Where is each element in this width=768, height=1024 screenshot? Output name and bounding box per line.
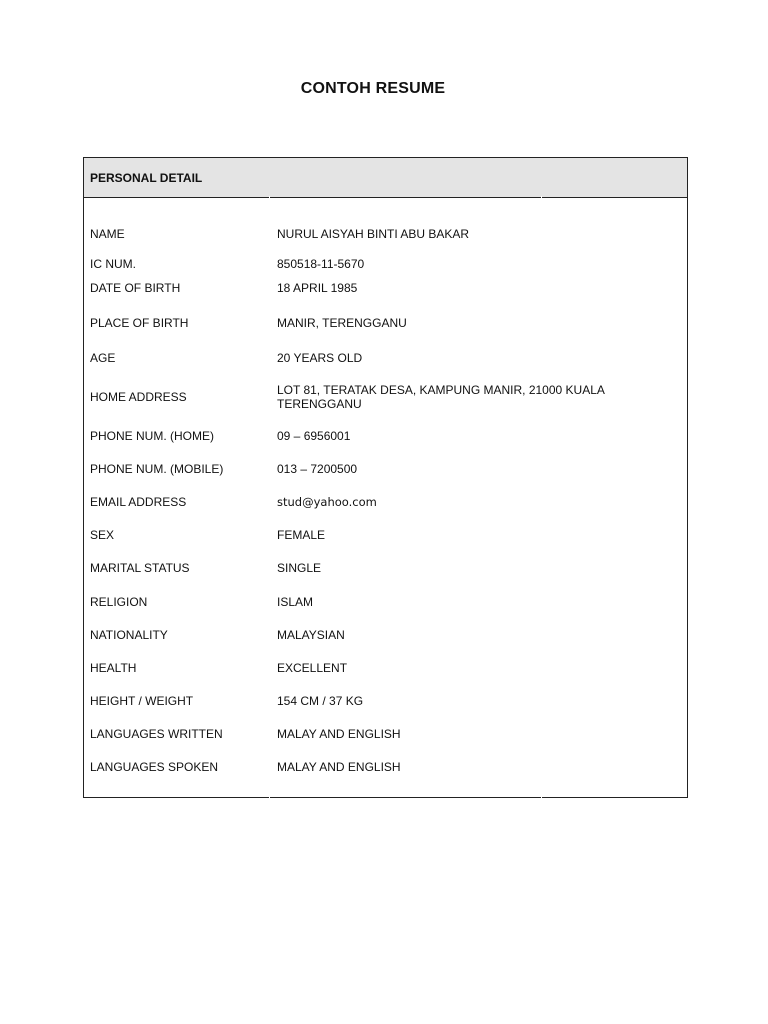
field-value: EXCELLENT [277,661,348,675]
field-label: AGE [90,351,116,365]
field-value: FEMALE [277,528,326,542]
address-line-1: LOT 81, TERATAK DESA, KAMPUNG MANIR, 21000 KUALA [277,383,605,397]
column-divider [269,196,270,200]
section-heading: PERSONAL DETAIL [90,171,203,185]
field-value: ISLAM [277,595,314,609]
field-label: HEALTH [90,661,137,675]
email-value: stud@yahoo.com [277,495,377,509]
column-divider [269,795,270,799]
field-label: LANGUAGES WRITTEN [90,727,223,741]
field-value: 18 APRIL 1985 [277,281,358,295]
field-label: PHONE NUM. (HOME) [90,429,214,443]
field-value: MALAYSIAN [277,628,345,642]
field-label: IC NUM. [90,257,136,271]
field-label: RELIGION [90,595,148,609]
section-header [84,158,687,198]
field-value: NURUL AISYAH BINTI ABU BAKAR [277,227,470,241]
personal-detail-table [83,157,688,798]
field-label: NATIONALITY [90,628,168,642]
field-label: PHONE NUM. (MOBILE) [90,462,224,476]
field-value: 154 CM / 37 KG [277,694,364,708]
field-value [277,383,677,411]
field-value: SINGLE [277,561,322,575]
field-label: DATE OF BIRTH [90,281,181,295]
field-label: MARITAL STATUS [90,561,190,575]
field-value: 09 – 6956001 [277,429,351,443]
column-divider [541,795,542,799]
address-line-2: TERENGGANU [277,397,362,411]
field-value: MALAY AND ENGLISH [277,760,401,774]
field-label: LANGUAGES SPOKEN [90,760,219,774]
field-value: MALAY AND ENGLISH [277,727,401,741]
field-value: 20 YEARS OLD [277,351,363,365]
field-label: HEIGHT / WEIGHT [90,694,194,708]
column-divider [541,196,542,200]
field-label: EMAIL ADDRESS [90,495,187,509]
field-label: PLACE OF BIRTH [90,316,189,330]
field-label: HOME ADDRESS [90,390,187,404]
field-value: MANIR, TERENGGANU [277,316,407,330]
field-value: 850518-11-5670 [277,257,365,271]
field-value: 013 – 7200500 [277,462,358,476]
field-label: SEX [90,528,115,542]
field-label: NAME [90,227,125,241]
document-title: CONTOH RESUME [300,80,446,97]
